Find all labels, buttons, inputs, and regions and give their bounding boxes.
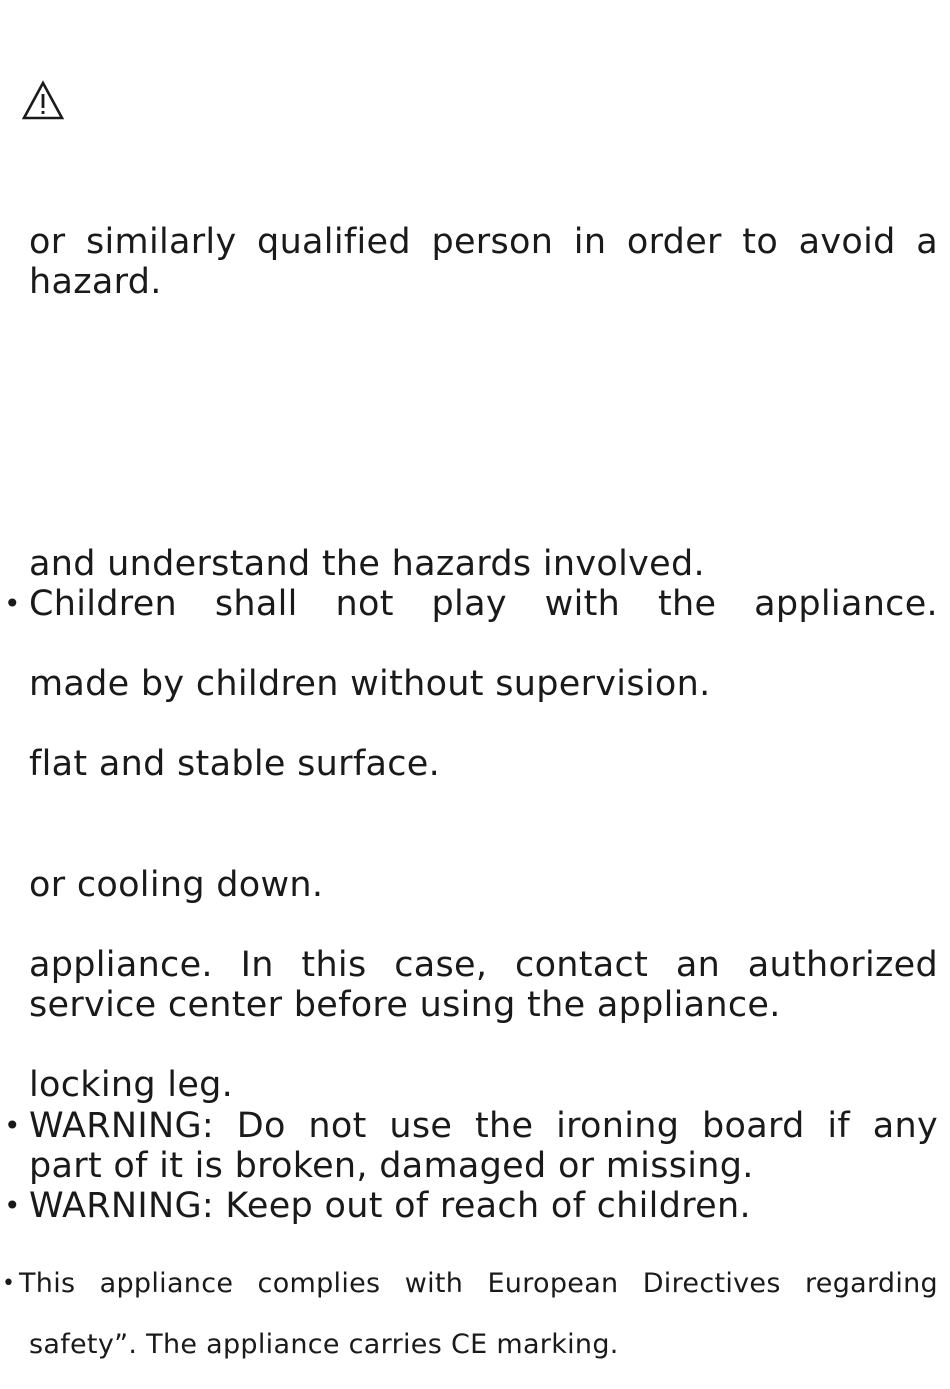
bullet: •: [4, 587, 21, 620]
text-line: flat and stable surface.: [29, 744, 440, 784]
text-line: part of it is broken, damaged or missing.: [29, 1146, 754, 1186]
text-line: WARNING: Do not use the ironing board if any: [29, 1106, 938, 1146]
text-line: and understand the hazards involved.: [29, 544, 705, 584]
bullet: •: [4, 1189, 21, 1222]
text-line: WARNING: Keep out of reach of children.: [29, 1186, 751, 1226]
text-line: hazard.: [29, 262, 162, 302]
text-line: This appliance complies with European Directives regarding: [19, 1268, 938, 1299]
text-line: locking leg.: [29, 1065, 234, 1105]
text-line: made by children without supervision.: [29, 664, 711, 704]
text-line: appliance. In this case, contact an authorized: [29, 945, 938, 985]
text-line: or similarly qualified person in order to avoid a: [29, 222, 938, 262]
bullet: •: [2, 1271, 15, 1296]
text-line: service center before using the appliance.: [29, 985, 781, 1025]
text-line: Children shall not play with the appliance.: [29, 584, 938, 624]
warning-triangle-icon: [21, 80, 65, 122]
bullet: •: [4, 1109, 21, 1142]
text-line: or cooling down.: [29, 865, 324, 905]
text-line: safety”. The appliance carries CE marking.: [29, 1329, 619, 1360]
